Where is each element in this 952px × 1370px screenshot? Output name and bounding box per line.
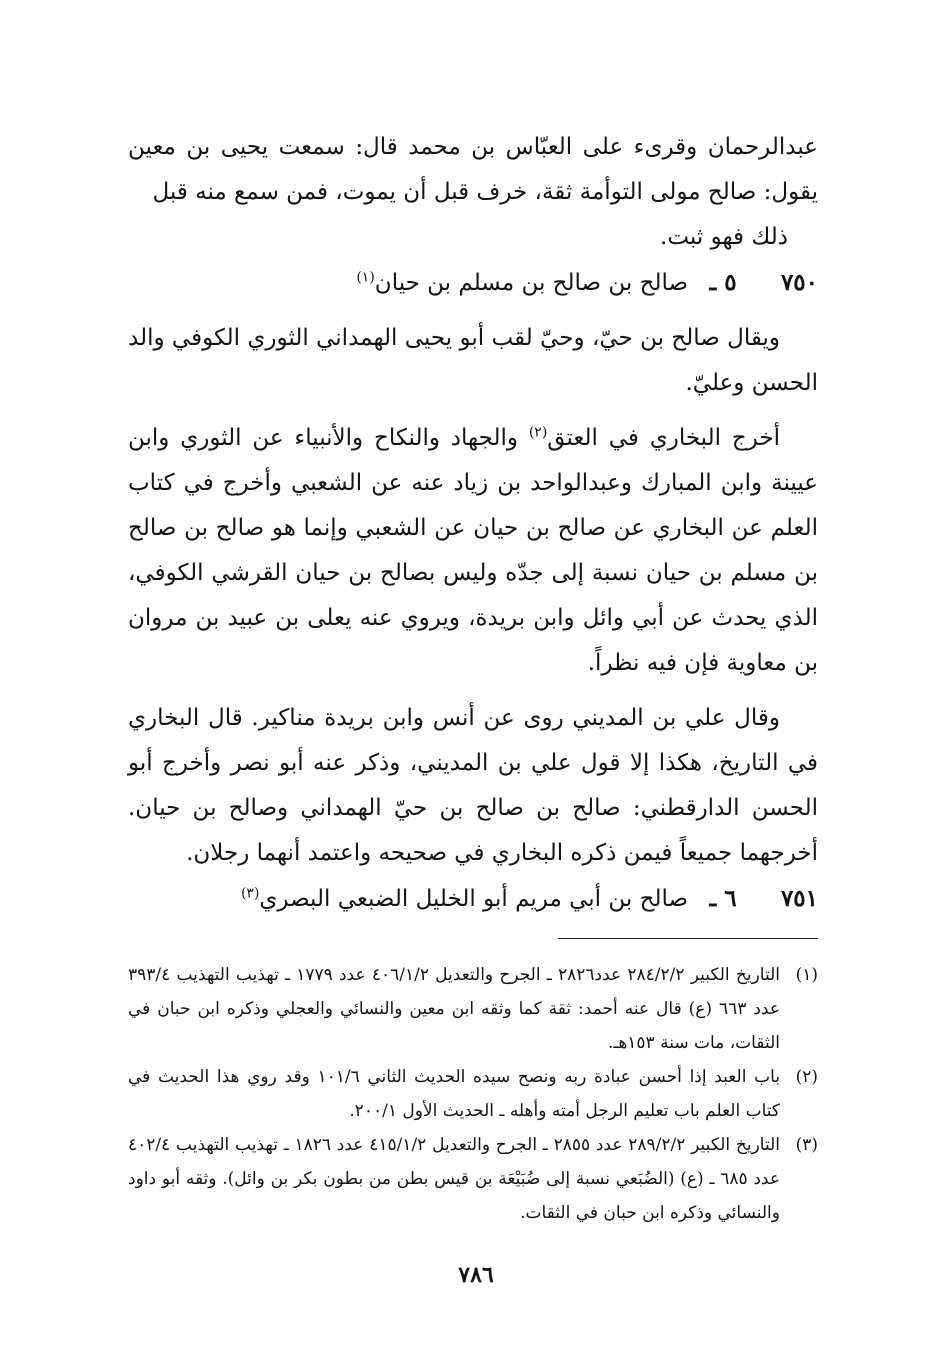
footnote-3 [128, 1128, 818, 1230]
footnote-divider [558, 938, 818, 939]
entry-751 [128, 876, 818, 922]
entry-title-text: صالح بن أبي مريم أبو الخليل الضبعي البصري [259, 886, 688, 912]
footnote-marker: (٢) [795, 1067, 818, 1087]
footnote-ref-1: (١) [356, 269, 375, 286]
entry-number: ٧٥١ [780, 885, 818, 912]
page-number: ٧٨٦ [458, 1262, 494, 1288]
entry-title [128, 877, 688, 922]
footnote-text: التاريخ الكبير ٢٨٩/٢/٢ عدد ٢٨٥٥ ـ الجرح والتعديل ٤١٥/١/٢ عدد ١٨٢٦ ـ تهذيب التهذيب ٤٠٢/٤ عدد ٦٨٥ ـ (ع) (الضُبَعي نسبة إلى ضُبَيْعَة بن قيس بطن من بطون بكر بن وائل). وثقه أبو داود والنسائي وذكره ابن حبان في الثقات. [128, 1135, 780, 1223]
main-text [128, 125, 818, 922]
footnote-2 [128, 1060, 818, 1128]
entry-title [128, 261, 688, 306]
footnote-marker: (١) [795, 965, 818, 985]
paragraph-3-start: أخرج البخاري في العتق [547, 425, 780, 451]
paragraph-1: عبدالرحمان وقرىء على العبّاس بن محمد قال: سمعت يحيى بن معين يقول: صالح مولى التوأمة ثقة، خرف قبل أن يموت، فمن سمع منه قبل [128, 134, 818, 205]
entry-750 [128, 260, 818, 306]
entry-number: ٧٥٠ [780, 269, 818, 296]
footnote-ref-3: (٣) [240, 885, 260, 902]
entry-title-text: صالح بن صالح بن مسلم بن حيان [374, 270, 688, 296]
entry-sequence: ٦ ـ [709, 885, 737, 912]
footnote-marker: (٣) [795, 1135, 818, 1155]
footnote-text: باب العبد إذا أحسن عبادة ربه ونصح سيده الحديث الثاني ١٠١/٦ وقد روي هذا الحديث في كتاب العلم باب تعليم الرجل أمته وأهله ـ الحديث الأول ٢٠٠/١. [128, 1067, 780, 1121]
paragraph-2: ويقال صالح بن حيّ، وحيّ لقب أبو يحيى الهمداني الثوري الكوفي والد الحسن وعليّ. [128, 325, 818, 396]
paragraph-3 [128, 416, 818, 686]
entry-sequence: ٥ ـ [709, 269, 737, 296]
paragraph-3-rest: والجهاد والنكاح والأنبياء عن الثوري وابن عيينة وابن المبارك وعبدالواحد بن زياد عنه عن الشعبي وأخرج في كتاب العلم عن البخاري عن صالح بن حيان عن الشعبي وإنما هو صالح بن صالح بن مسلم بن حيان نسبة إلى جدّه وليس بصالح بن حيان القرشي الكوفي، الذي يحدث عن أبي وائل وابن بريدة، ويروي عنه يعلى بن عبيد بن مروان بن معاوية فإن فيه نظراً. [128, 425, 818, 676]
footnote-text: التاريخ الكبير ٢٨٤/٢/٢ عدد٢٨٢٦ ـ الجرح والتعديل ٤٠٦/١/٢ عدد ١٧٧٩ ـ تهذيب التهذيب ٣٩٣/٤ عدد ٦٦٣ (ع) قال عنه أحمد: ثقة كما وثقه ابن معين والنسائي والعجلي وذكره ابن حبان في الثقات، مات سنة ١٥٣هـ. [128, 965, 780, 1053]
footnote-ref-2: (٢) [528, 424, 548, 441]
paragraph-1-end: ذلك فهو ثبت. [660, 224, 788, 250]
footnote-1 [128, 958, 818, 1060]
paragraph-4: وقال علي بن المديني روى عن أنس وابن بريدة مناكير. قال البخاري في التاريخ، هكذا إلا قول علي بن المديني، وذكر عنه أبو نصر وأخرج أبو الحسن الدارقطني: صالح بن صالح بن حيّ الهمداني وصالح بن حيان. أخرجهما جميعاً فيمن ذكره البخاري في صحيحه واعتمد أنهما رجلان. [128, 705, 818, 866]
footnotes [128, 958, 818, 1230]
